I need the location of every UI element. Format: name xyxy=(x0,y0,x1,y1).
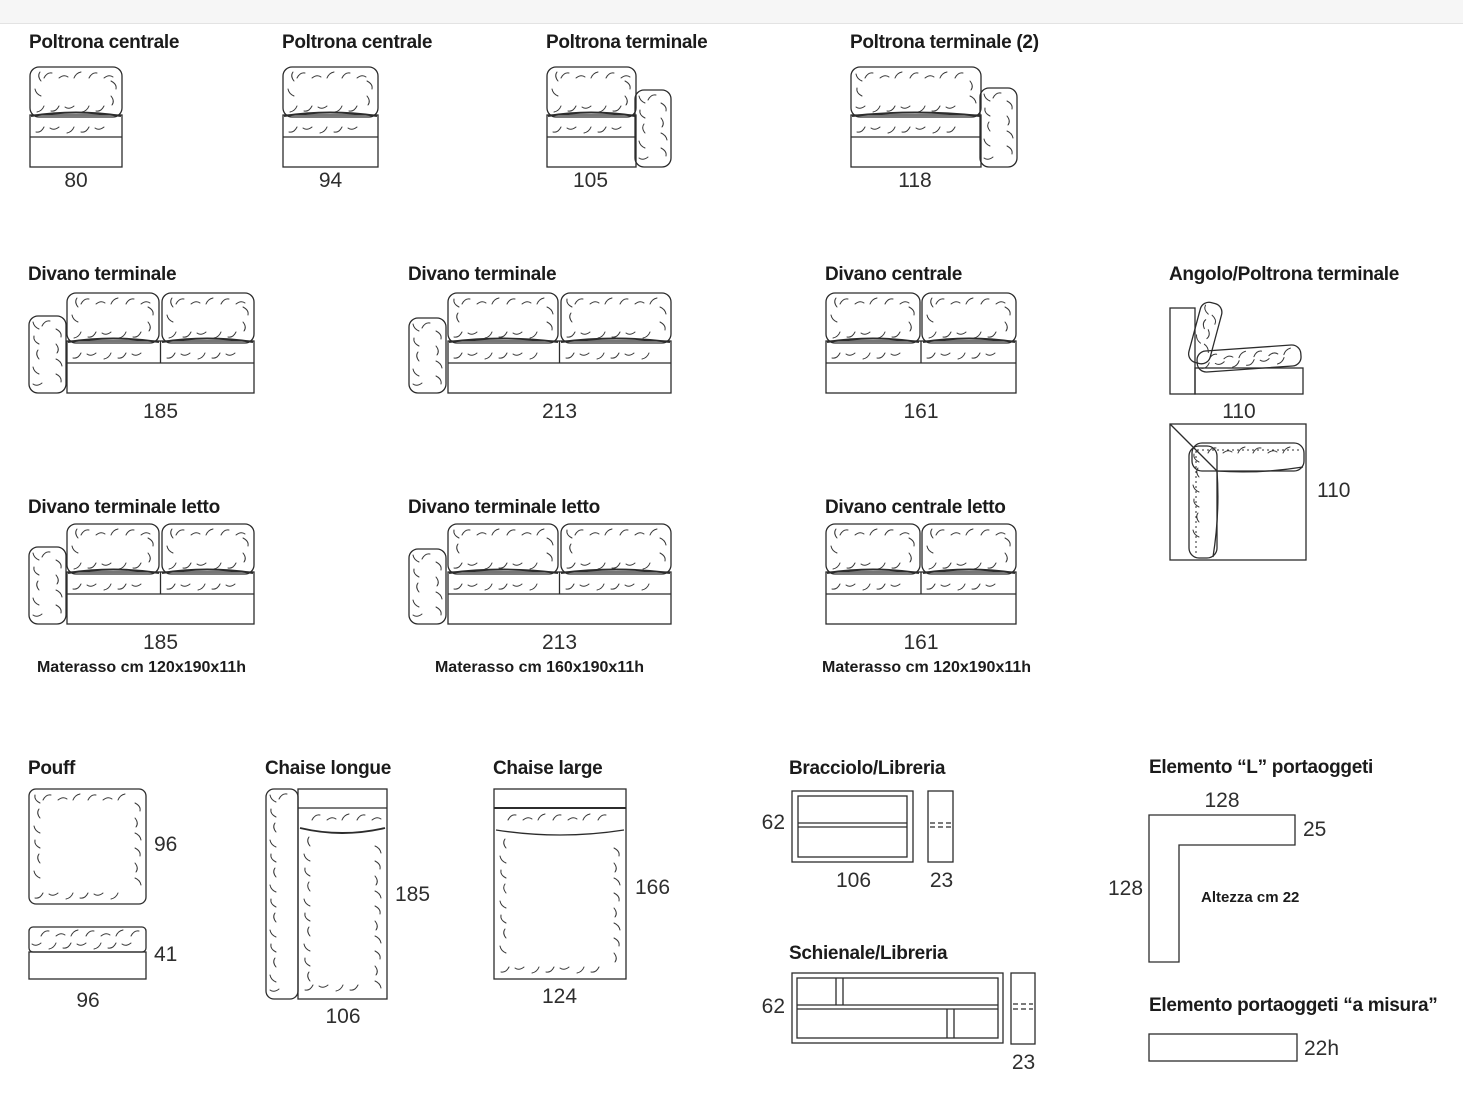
height-dimension: 22h xyxy=(1304,1037,1340,1060)
module-title: Angolo/Poltrona terminale xyxy=(1169,264,1400,285)
angolo-top-view-drawing xyxy=(1169,423,1309,563)
page-top-band xyxy=(0,0,1463,24)
pouff-side-view-drawing xyxy=(28,926,148,982)
module-title: Poltrona terminale xyxy=(546,32,708,53)
height-dimension: 41 xyxy=(154,943,178,966)
chaise-large-drawing xyxy=(493,788,628,980)
angolo-side-view-drawing xyxy=(1169,292,1309,396)
module-title: Divano terminale letto xyxy=(408,497,600,518)
divano-centrale-161-drawing xyxy=(825,292,1017,394)
divano-terminale-213-drawing xyxy=(408,292,671,394)
width-dimension: 213 xyxy=(541,631,578,654)
divano-centrale-letto-161-drawing xyxy=(825,523,1017,625)
width-dimension: 118 xyxy=(898,169,932,192)
height-dimension: 62 xyxy=(761,811,785,834)
poltrona-terminale-2-118-drawing xyxy=(850,66,1018,168)
depth-dimension: 96 xyxy=(154,833,178,856)
width-dimension: 96 xyxy=(76,989,100,1012)
width-dimension: 106 xyxy=(325,1005,361,1028)
module-title: Pouff xyxy=(28,758,76,779)
depth-dimension: 23 xyxy=(1011,1051,1036,1074)
width-dimension: 161 xyxy=(903,631,939,654)
module-title: Elemento portaoggeti “a misura” xyxy=(1149,995,1438,1016)
module-title: Elemento “L” portaoggeti xyxy=(1149,757,1373,778)
poltrona-centrale-80-drawing xyxy=(29,66,123,168)
mattress-spec: Materasso cm 160x190x11h xyxy=(434,659,645,676)
schienale-front-view-drawing xyxy=(791,972,1006,1047)
top-depth-dimension: 110 xyxy=(1317,479,1351,502)
top-width-dimension: 128 xyxy=(1204,789,1240,812)
width-dimension: 106 xyxy=(835,869,872,892)
module-title: Bracciolo/Libreria xyxy=(789,758,946,779)
height-note: Altezza cm 22 xyxy=(1201,889,1300,906)
side-width-dimension: 128 xyxy=(1108,877,1144,900)
poltrona-terminale-105-drawing xyxy=(546,66,672,168)
bracciolo-front-view-drawing xyxy=(791,790,916,865)
module-title: Divano centrale letto xyxy=(825,497,1006,518)
elemento-misura-drawing xyxy=(1148,1033,1300,1063)
width-dimension: 185 xyxy=(142,400,179,423)
module-title: Poltrona terminale (2) xyxy=(850,32,1039,53)
width-dimension: 213 xyxy=(541,400,578,423)
depth-dimension: 23 xyxy=(929,869,954,892)
length-dimension: 166 xyxy=(635,876,671,899)
module-title: Divano terminale xyxy=(408,264,557,285)
divano-terminale-letto-185-drawing xyxy=(28,523,255,625)
arm-depth-dimension: 25 xyxy=(1303,818,1327,841)
schienale-side-view-drawing xyxy=(1010,972,1037,1047)
module-title: Schienale/Libreria xyxy=(789,943,948,964)
height-dimension: 62 xyxy=(761,995,785,1018)
bracciolo-side-view-drawing xyxy=(927,790,956,865)
divano-terminale-letto-213-drawing xyxy=(408,523,671,625)
width-dimension: 185 xyxy=(142,631,179,654)
mattress-spec: Materasso cm 120x190x11h xyxy=(36,659,247,676)
width-dimension: 80 xyxy=(64,169,88,192)
width-dimension: 94 xyxy=(318,169,343,192)
module-title: Divano terminale letto xyxy=(28,497,220,518)
module-title: Poltrona centrale xyxy=(282,32,433,53)
module-title: Divano centrale xyxy=(825,264,962,285)
mattress-spec: Materasso cm 120x190x11h xyxy=(822,659,1032,676)
poltrona-centrale-94-drawing xyxy=(282,66,379,168)
module-title: Chaise large xyxy=(493,758,603,779)
pouff-top-view-drawing xyxy=(28,788,148,906)
divano-terminale-185-drawing xyxy=(28,292,255,394)
width-dimension: 161 xyxy=(903,400,939,423)
chaise-longue-drawing xyxy=(265,788,390,1000)
length-dimension: 185 xyxy=(395,883,431,906)
side-width-dimension: 110 xyxy=(1222,400,1256,423)
module-title: Divano terminale xyxy=(28,264,177,285)
module-title: Chaise longue xyxy=(265,758,391,779)
module-title: Poltrona centrale xyxy=(29,32,180,53)
width-dimension: 105 xyxy=(572,169,609,192)
width-dimension: 124 xyxy=(541,985,578,1008)
